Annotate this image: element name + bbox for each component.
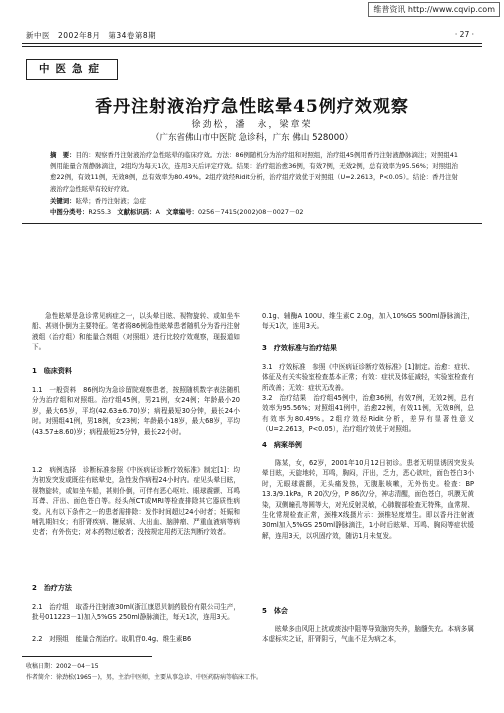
page-number: · 27 · [454,30,474,39]
section-label: 中医急症 [26,59,118,80]
doc-code-label: 文献标识码： [117,208,156,216]
keywords-label: 关键词： [50,197,76,205]
received-date: 收稿日期：2002－04－15 [26,663,99,670]
abstract-text: 目的：观察香丹注射液治疗急性眩晕的临床疗效。方法：86例随机分为治疗组和对照组，治疗组45例用香丹注射液静脉滴注；对照组41例用能量合剂静脉滴注，2组均为每天1次，连用3天后评定疗效。结果：治疗组治愈36例，有效7例，无效2例，总有效率为95.56%；对照组治愈22例，有效11例，无效8例，总有效率为80.49%。2组疗效经Ridit分析，治疗组疗效优于对照组（U=2.2613，P<0.05）。结论：香丹注射液治疗急性眩晕有较好疗效。 [50,151,458,193]
classification [50,207,458,216]
clc-code: R255.3 [88,208,112,216]
paragraph-5: 眩晕多由风阳上扰或痰浊中阻等导致脑窍失养，脑髓失充。本病多属本虚标实之证，肝肾阴亏，气血不足为病之本， [262,625,474,644]
heading-4: 4 病案举例 [262,441,302,449]
heading-1: 1 临床资料 [32,367,72,375]
keywords [50,196,458,205]
footnote-rule [22,656,152,657]
header-rule [22,43,482,44]
article-id-label: 文章编号： [166,208,198,216]
affiliation: （广东省佛山市中医院 急诊科，广东 佛山 528000） [150,133,354,143]
watermark: 维普资讯 http://www.cqvip.com [368,2,500,17]
paragraph-3-2: 3.2 治疗结果 治疗组45例中，治愈36例，有效7例，无效2例，总有效率为95.56%；对照组41例中，治愈22例，有效11例，无效8例，总有效率为80.49%。2组疗效经Ridit分析，差异有显著性意义（U=2.2613，P<0.05），治疗组疗效优于对照组。 [262,394,474,434]
abstract-rule [22,223,482,224]
paragraph-2-2: 2.2 对照组 能量合剂治疗。取肌苷0.4g、维生素B6 [32,635,192,643]
case-report: 陈某，女，62岁，2001年10月12日初诊。患者无明显诱因突发头晕目眩，天旋地转，耳鸣，胸闷，汗出，乏力，恶心欲吐，面色苍白3小时，无眼球震颤，无头痛发热，无腹胀咳嗽，无外伤史。检查：BP 13.3/9.1kPa，R 20次/分，P 86次/分，神志清醒，面色苍白，巩膜无黄染，双侧瞳孔等圆等大，对光反射灵敏，心肺腹部检查无特殊，血常规、生化常规检查正常，颈椎X线摄片示：颈椎轻度增生。即以香丹注射液30ml加入5%GS 250ml静脉滴注，1小时后眩晕、耳鸣、胸闷等症状缓解，连用3天，以巩固疗效，随访1月未复发。 [262,459,474,540]
paragraph-1-1: 1.1 一般资料 86例均为急诊留院观察患者，按照随机数字表法随机分为治疗组和对照组。治疗组45例，男21例，女24例；年龄最小20岁，最大65岁，平均(42.63±6.70)岁；病程最短30分钟，最长24小时。对照组41例，男18例，女23例；年龄最小18岁，最大68岁，平均(43.57±8.60)岁；病程最短25分钟，最长22小时。 [32,386,240,436]
abstract [50,150,458,195]
heading-2: 2 治疗方法 [32,584,72,592]
paragraph-1-2: 1.2 病例选择 诊断标准参照《中医病证诊断疗效标准》制定[1]：均为初发突发或既往有眩晕史，急性发作病程24小时内。症见头晕目眩，视物旋转，或如坐车船，甚则仆倒，可伴有恶心呕吐、眼球震颤、耳鸣耳聋、汗出、面色苍白等。经头颅CT或MRI等检查排除其它器质性病变。凡有以下条件之一的患者需排除：发作时间超过24小时者；妊娠和哺乳期妇女；有肝肾疾病、糖尿病、大出血、脑肿瘤、严重血液病等病史者；有外伤史；对本药物过敏者；没按规定用药无法判断疗效者。 [32,466,240,537]
running-header: 新中医 2002年8月 第34卷第8期 [26,31,157,40]
header-rule-thin [22,46,482,47]
clc-label: 中图分类号： [50,208,89,216]
keywords-text: 眩晕；香丹注射液；急症 [75,197,146,205]
heading-5: 5 体会 [262,607,288,615]
intro-paragraph: 急性眩晕是急诊常见病症之一，以头晕目眩、视物旋转、或如坐车船、甚则仆倒为主要特征。笔者将86例急性眩晕患者随机分为香丹注射液组（治疗组）和能量合剂组（对照组）进行比较疗效观察，现报道如下。 [32,312,240,352]
abstract-label: 摘 要： [50,151,76,159]
paragraph-2-2-cont: 0.1g、辅酶A 100U、维生素C 2.0g，加入10%GS 500ml静脉滴注，每天1次，连用3天。 [262,312,474,331]
article-title: 香丹注射液治疗急性眩晕45例疗效观察 [95,97,409,117]
heading-3: 3 疗效标准与治疗结果 [262,344,337,352]
paragraph-2-1: 2.1 治疗组 取香丹注射液30ml(浙江康恩贝制药股份有限公司生产，批号011223－1)加入5%GS 250ml静脉滴注，每天1次，连用3天。 [32,603,240,622]
paragraph-3-1: 3.1 疗效标准 参照《中医病证诊断疗效标准》[1]制定。治愈：症状、体征及有关实验室检查基本正常；有效：症状及体征减轻，实验室检查有所改善；无效：症状无改善。 [262,363,474,392]
author-bio: 作者简介：徐劲松(1965－)，男，主治中医师，主要从事急诊、中医药防病等临床工作。 [26,674,262,681]
article-id: 0256－7415(2002)08－0027－02 [197,208,304,216]
authors: 徐劲松，潘 永，梁章荣 [191,120,313,130]
doc-code: A [155,208,160,216]
